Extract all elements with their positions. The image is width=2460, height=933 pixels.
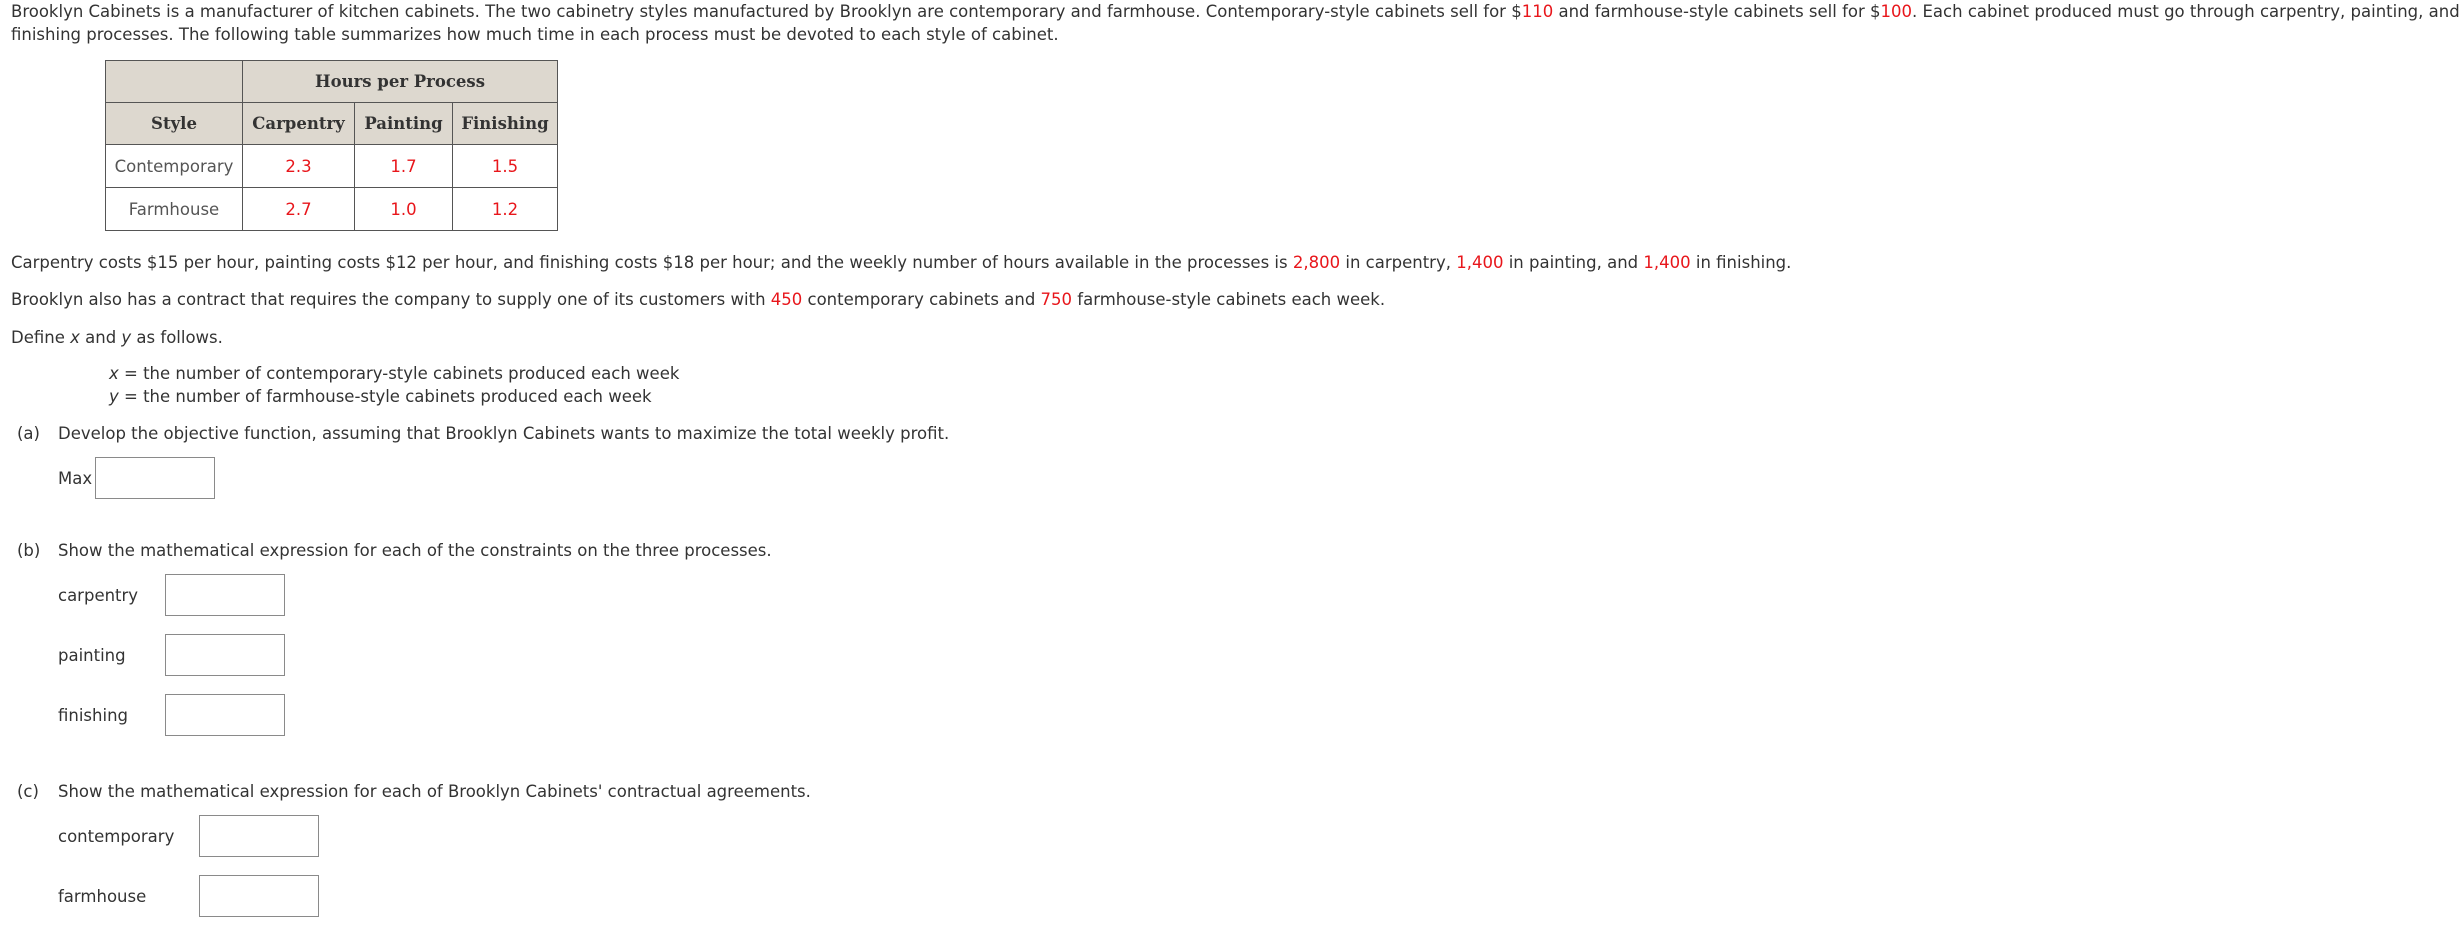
cell-carpentry: 2.7 <box>243 188 355 231</box>
table-group-header: Hours per Process <box>243 61 558 103</box>
carpentry-label: carpentry <box>58 586 139 605</box>
painting-constraint-input[interactable] <box>165 634 285 676</box>
variable-definitions <box>109 362 679 408</box>
farmhouse-label: farmhouse <box>58 887 147 906</box>
col-header-painting: Painting <box>355 103 453 145</box>
carpentry-hours: 2,800 <box>1292 253 1341 272</box>
contract-paragraph <box>11 288 1385 311</box>
cell-painting: 1.7 <box>355 145 453 188</box>
cell-finishing: 1.2 <box>453 188 558 231</box>
contemporary-qty: 450 <box>770 290 803 309</box>
def-var-y: y <box>109 387 119 406</box>
define-paragraph <box>11 326 223 349</box>
contemporary-label: contemporary <box>58 827 175 846</box>
intro-text-2: and farmhouse-style cabinets sell for $ <box>1553 2 1881 21</box>
intro-text-3: . Each cabinet produced must go through carpentry, painting, and <box>1912 2 2460 21</box>
part-c-question <box>17 782 811 801</box>
part-a-label: (a) <box>17 424 40 443</box>
part-a-text: Develop the objective function, assuming that Brooklyn Cabinets wants to maximize the total weekly profit. <box>58 424 950 443</box>
farmhouse-contract-input[interactable] <box>199 875 319 917</box>
var-y: y <box>121 328 132 347</box>
costs-text-4: in finishing. <box>1690 253 1792 272</box>
costs-text-1: Carpentry costs $15 per hour, painting costs $12 per hour, and finishing costs $18 per hour; and the weekly number of hours available in the processes is <box>11 253 1293 272</box>
table-row <box>106 188 558 231</box>
col-header-carpentry: Carpentry <box>243 103 355 145</box>
finishing-label: finishing <box>58 706 129 725</box>
part-b-label: (b) <box>17 541 41 560</box>
intro-text-4: finishing processes. The following table summarizes how much time in each process must be devoted to each style of cabinet. <box>11 25 1059 44</box>
x-definition-text: = the number of contemporary-style cabinets produced each week <box>118 364 680 383</box>
part-b-question <box>17 541 772 560</box>
hours-per-process-table <box>105 60 558 231</box>
costs-text-2: in carpentry, <box>1340 253 1457 272</box>
x-definition <box>109 362 679 385</box>
intro-text-1: Brooklyn Cabinets is a manufacturer of kitchen cabinets. The two cabinetry styles manufactured by Brooklyn are contemporary and farmhouse. Contemporary-style cabinets sell for $ <box>11 2 1522 21</box>
part-b-text: Show the mathematical expression for each of the constraints on the three processes. <box>58 541 772 560</box>
objective-function-input[interactable] <box>95 457 215 499</box>
contract-text-3: farmhouse-style cabinets each week. <box>1072 290 1386 309</box>
def-var-x: x <box>109 364 119 383</box>
row-style: Contemporary <box>106 145 243 188</box>
define-text-2: as follows. <box>131 328 223 347</box>
part-c-label: (c) <box>17 782 39 801</box>
col-header-style: Style <box>106 103 243 145</box>
finishing-hours: 1,400 <box>1643 253 1691 272</box>
finishing-constraint-input[interactable] <box>165 694 285 736</box>
y-definition-text: = the number of farmhouse-style cabinets produced each week <box>118 387 652 406</box>
price-farmhouse: 100 <box>1880 2 1913 21</box>
costs-paragraph <box>11 251 1791 274</box>
intro-paragraph <box>11 0 2460 46</box>
row-style: Farmhouse <box>106 188 243 231</box>
farmhouse-qty: 750 <box>1040 290 1073 309</box>
painting-hours: 1,400 <box>1456 253 1504 272</box>
contemporary-contract-input[interactable] <box>199 815 319 857</box>
table-row <box>106 145 558 188</box>
painting-label: painting <box>58 646 126 665</box>
part-a-question <box>17 424 949 443</box>
part-c-text: Show the mathematical expression for each of Brooklyn Cabinets' contractual agreements. <box>58 782 811 801</box>
define-text-and: and <box>79 328 122 347</box>
define-text-1: Define <box>11 328 71 347</box>
carpentry-constraint-input[interactable] <box>165 574 285 616</box>
col-header-finishing: Finishing <box>453 103 558 145</box>
price-contemporary: 110 <box>1521 2 1554 21</box>
cell-finishing: 1.5 <box>453 145 558 188</box>
cell-painting: 1.0 <box>355 188 453 231</box>
contract-text-1: Brooklyn also has a contract that requires the company to supply one of its customers with <box>11 290 771 309</box>
cell-carpentry: 2.3 <box>243 145 355 188</box>
var-x: x <box>70 328 80 347</box>
contract-text-2: contemporary cabinets and <box>802 290 1041 309</box>
y-definition <box>109 385 679 408</box>
costs-text-3: in painting, and <box>1503 253 1644 272</box>
max-label: Max <box>58 469 93 488</box>
table-header-blank <box>106 61 243 103</box>
